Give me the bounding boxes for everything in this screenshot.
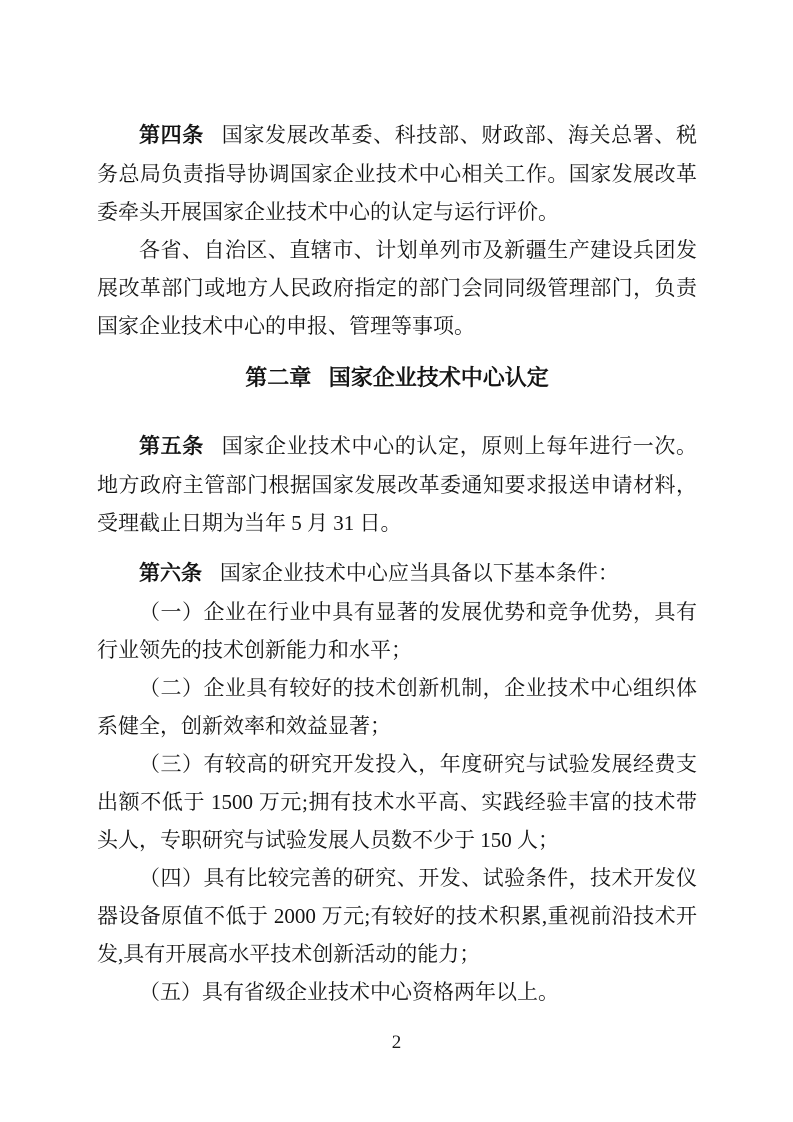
paragraph-item-4	[97, 859, 697, 973]
article-5-text: 国家企业技术中心的认定，原则上每年进行一次。地方政府主管部门根据国家发展改革委通知要求报送申请材料，受理截止日期为当年 5 月 31 日。	[97, 434, 698, 535]
article-6-text: 国家企业技术中心应当具备以下基本条件：	[219, 561, 619, 585]
item-5-text: （五）具有省级企业技术中心资格两年以上。	[139, 980, 559, 1004]
item-1-text: （一）企业在行业中具有显著的发展优势和竞争优势，具有行业领先的技术创新能力和水平；	[97, 600, 697, 662]
article-4b-text: 各省、自治区、直辖市、计划单列市及新疆生产建设兵团发展改革部门或地方人民政府指定的部门会同同级管理部门，负责国家企业技术中心的申报、管理等事项。	[97, 238, 697, 338]
page-number: 2	[391, 1032, 402, 1053]
document-body	[97, 116, 697, 1011]
item-4-text: （四）具有比较完善的研究、开发、试验条件，技术开发仪器设备原值不低于 2000 万元;有较好的技术积累,重视前沿技术开发,具有开展高水平技术创新活动的能力；	[97, 866, 697, 966]
paragraph-article-5	[97, 427, 697, 542]
paragraph-item-2	[97, 669, 697, 745]
chapter-2-label: 第二章	[245, 365, 312, 390]
paragraph-item-5	[97, 973, 697, 1011]
paragraph-article-4	[97, 116, 697, 231]
item-3-text: （三）有较高的研究开发投入，年度研究与试验发展经费支出额不低于 1500 万元;拥有技术水平高、实践经验丰富的技术带头人，专职研究与试验发展人员数不少于 150 人；	[97, 752, 697, 852]
article-5-label: 第五条	[139, 435, 204, 458]
chapter-2-heading	[97, 359, 697, 397]
paragraph-item-3	[97, 745, 697, 859]
article-4-text: 国家发展改革委、科技部、财政部、海关总署、税务总局负责指导协调国家企业技术中心相关工作。国家发展改革委牵头开展国家企业技术中心的认定与运行评价。	[97, 123, 698, 224]
paragraph-article-6	[97, 554, 697, 593]
item-2-text: （二）企业具有较好的技术创新机制，企业技术中心组织体系健全，创新效率和效益显著；	[97, 676, 697, 738]
article-4-label: 第四条	[139, 124, 204, 147]
article-6-label: 第六条	[139, 562, 202, 585]
chapter-2-title: 国家企业技术中心认定	[328, 365, 549, 390]
paragraph-article-4-continued	[97, 231, 697, 345]
paragraph-item-1	[97, 593, 697, 669]
